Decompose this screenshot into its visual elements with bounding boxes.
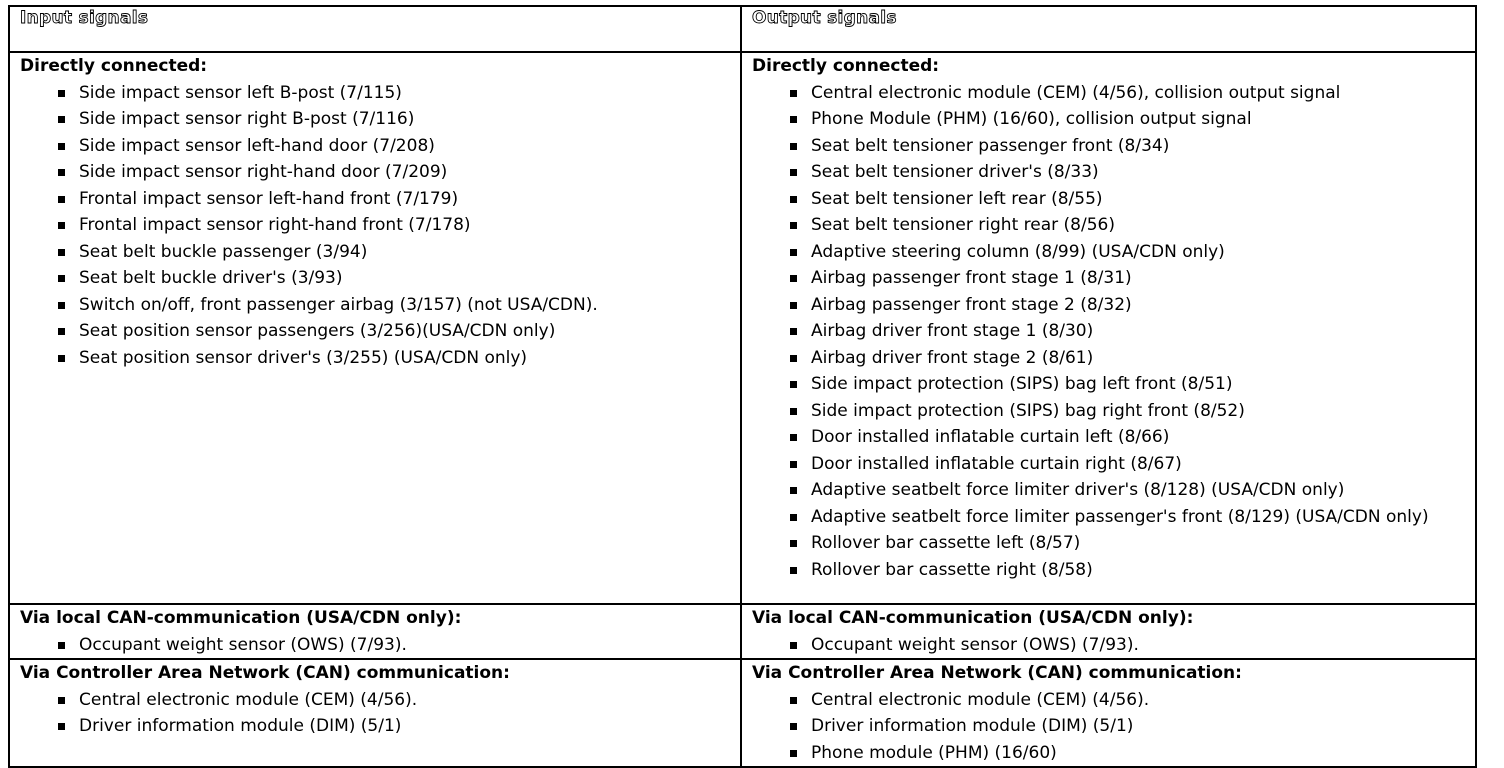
output-direct-list: [752, 80, 1465, 584]
local-can-row: [9, 604, 1476, 659]
input-local-can-cell: [9, 604, 741, 659]
input-signals-header: Input signals: [9, 6, 741, 52]
list-item: Seat belt tensioner right rear (8/56): [790, 212, 1465, 239]
list-item: Rollover bar cassette left (8/57): [790, 530, 1465, 557]
directly-connected-row: [9, 52, 1476, 604]
input-can-list: [20, 687, 730, 740]
list-item: Airbag driver front stage 1 (8/30): [790, 318, 1465, 345]
list-item: Seat position sensor passengers (3/256)(USA/CDN only): [58, 318, 730, 345]
list-item: Airbag passenger front stage 2 (8/32): [790, 292, 1465, 319]
output-direct-cell: [741, 52, 1476, 604]
list-item: Door installed inflatable curtain right (8/67): [790, 451, 1465, 478]
output-signals-header: Output signals: [741, 6, 1476, 52]
input-direct-list: [20, 80, 730, 372]
list-item: Central electronic module (CEM) (4/56).: [790, 687, 1465, 714]
section-title: Directly connected:: [752, 56, 940, 76]
list-item: Side impact sensor left-hand door (7/208): [58, 133, 730, 160]
list-item: Side impact protection (SIPS) bag right front (8/52): [790, 398, 1465, 425]
signals-table: [8, 5, 1477, 768]
section-title: Via local CAN-communication (USA/CDN only):: [20, 608, 462, 628]
list-item: Driver information module (DIM) (5/1): [58, 713, 730, 740]
list-item: Airbag passenger front stage 1 (8/31): [790, 265, 1465, 292]
section-title: Via Controller Area Network (CAN) communication:: [20, 663, 510, 683]
output-can-cell: [741, 659, 1476, 767]
list-item: Adaptive seatbelt force limiter driver's (8/128) (USA/CDN only): [790, 477, 1465, 504]
list-item: Adaptive seatbelt force limiter passenger's front (8/129) (USA/CDN only): [790, 504, 1465, 531]
input-direct-cell: [9, 52, 741, 604]
list-item: Frontal impact sensor right-hand front (7/178): [58, 212, 730, 239]
list-item: Rollover bar cassette right (8/58): [790, 557, 1465, 584]
section-title: Via local CAN-communication (USA/CDN only):: [752, 608, 1194, 628]
list-item: Driver information module (DIM) (5/1): [790, 713, 1465, 740]
list-item: Side impact protection (SIPS) bag left front (8/51): [790, 371, 1465, 398]
list-item: Seat belt tensioner driver's (8/33): [790, 159, 1465, 186]
list-item: Seat position sensor driver's (3/255) (USA/CDN only): [58, 345, 730, 372]
output-local-can-cell: [741, 604, 1476, 659]
list-item: Central electronic module (CEM) (4/56).: [58, 687, 730, 714]
list-item: Side impact sensor left B-post (7/115): [58, 80, 730, 107]
list-item: Seat belt buckle passenger (3/94): [58, 239, 730, 266]
list-item: Central electronic module (CEM) (4/56), collision output signal: [790, 80, 1465, 107]
list-item: Phone module (PHM) (16/60): [790, 740, 1465, 767]
list-item: Seat belt buckle driver's (3/93): [58, 265, 730, 292]
list-item: Side impact sensor right-hand door (7/209): [58, 159, 730, 186]
list-item: Door installed inflatable curtain left (8/66): [790, 424, 1465, 451]
list-item: Phone Module (PHM) (16/60), collision output signal: [790, 106, 1465, 133]
list-item: Frontal impact sensor left-hand front (7/179): [58, 186, 730, 213]
section-title: Directly connected:: [20, 56, 208, 76]
list-item: Side impact sensor right B-post (7/116): [58, 106, 730, 133]
output-local-can-list: [752, 632, 1465, 659]
list-item: Switch on/off, front passenger airbag (3/157) (not USA/CDN).: [58, 292, 730, 319]
list-item: Seat belt tensioner left rear (8/55): [790, 186, 1465, 213]
can-row: [9, 659, 1476, 767]
input-can-cell: [9, 659, 741, 767]
list-item: Occupant weight sensor (OWS) (7/93).: [58, 632, 730, 659]
input-local-can-list: [20, 632, 730, 659]
section-title: Via Controller Area Network (CAN) communication:: [752, 663, 1242, 683]
list-item: Adaptive steering column (8/99) (USA/CDN only): [790, 239, 1465, 266]
list-item: Seat belt tensioner passenger front (8/34): [790, 133, 1465, 160]
output-can-list: [752, 687, 1465, 767]
header-row: [9, 6, 1476, 52]
list-item: Airbag driver front stage 2 (8/61): [790, 345, 1465, 372]
list-item: Occupant weight sensor (OWS) (7/93).: [790, 632, 1465, 659]
